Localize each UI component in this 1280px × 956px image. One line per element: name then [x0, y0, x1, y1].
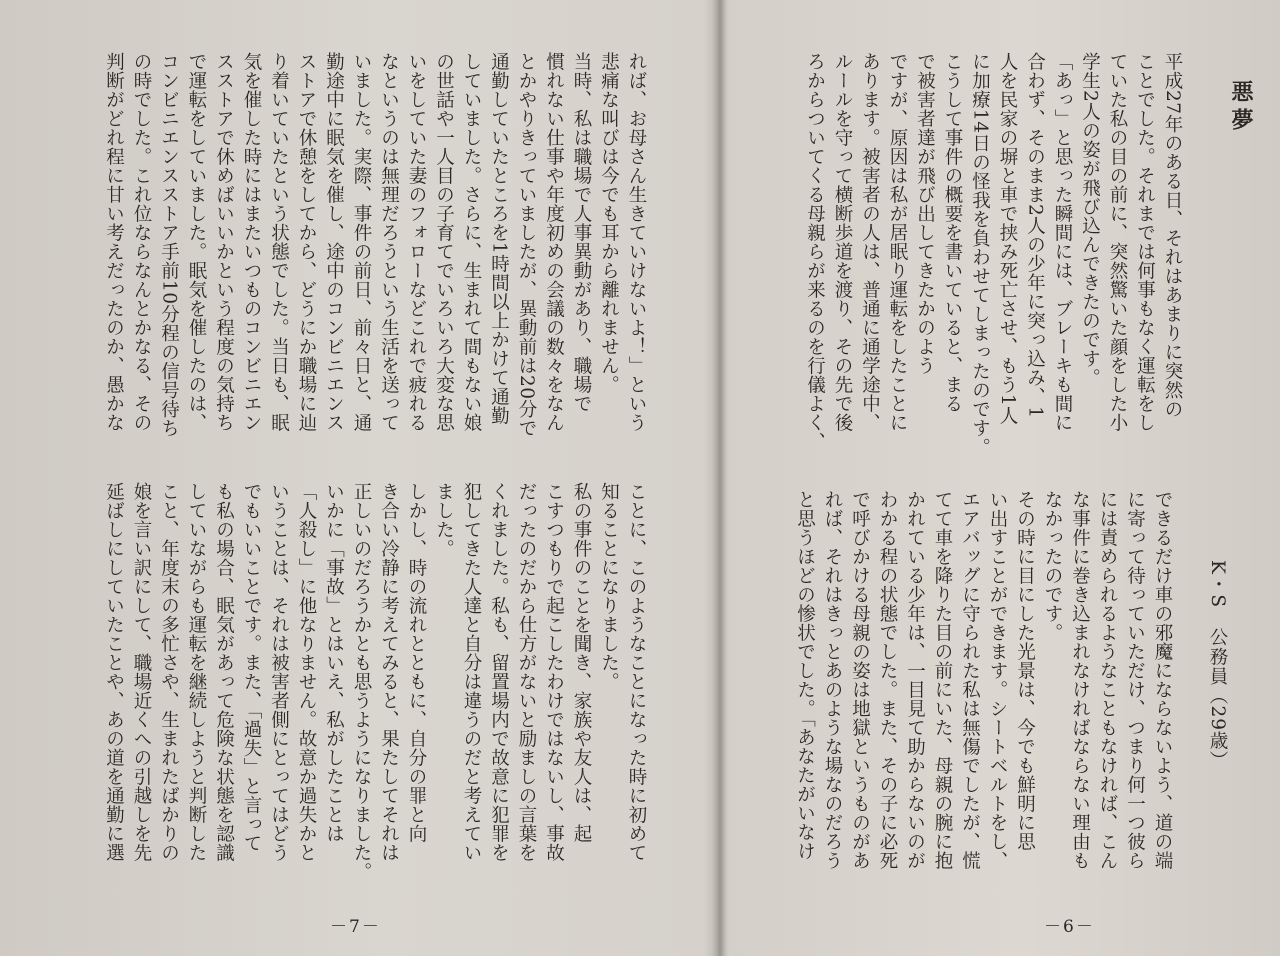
left-bottom-text-line: こと、年度末の多忙さや、生まれたばかりの — [158, 482, 180, 862]
left-top-text-line: り着いていたという状態でした。当日も、眠 — [268, 52, 290, 432]
left-bottom-text-line: 延ばしにしていたことや、あの道を通勤に選 — [103, 482, 125, 862]
page-6 — [726, 0, 1280, 956]
left-top-text-line: いました。実際、事件の前日、前々日と、通 — [351, 52, 372, 432]
left-top-text-line: で運転をしていました。眠気を催したのは、 — [186, 52, 207, 432]
right-bottom-text-line: な事件に巻き込まれなければならない理由も — [1069, 490, 1091, 870]
right-bottom-text-line: い出すことができます。シートベルトをし、 — [987, 490, 1008, 870]
right-top-text-line: 人を民家の塀と車で挟み死亡させ、もう1人 — [997, 52, 1018, 426]
right-top-text-line: ルールを守って横断歩道を渡り、その先で後 — [832, 52, 853, 432]
left-bottom-text-line: しかし、時の流れとともに、自分の罪と向 — [406, 482, 427, 843]
left-page-top-text — [70, 52, 650, 452]
right-top-text-line: ろからついてくる母親らが来るのを行儀よく、 — [804, 52, 826, 451]
right-top-text-line: に加療14日の怪我を負わせてしまったのです。 — [969, 52, 991, 457]
right-top-text-line: 合わず、そのまま2人の少年に突っ込み、1 — [1024, 52, 1046, 419]
left-page-bottom-text — [70, 482, 650, 902]
right-bottom-text-line: れば、それはきっとあのような場なのだろう — [822, 490, 843, 870]
right-bottom-text-line: てて車を降りた目の前にいた、母親の腕に抱 — [932, 490, 953, 870]
left-bottom-text-line: 知ることになりました。 — [598, 482, 620, 691]
right-bottom-text-line: には責められるようなこともなければ、こん — [1097, 490, 1118, 870]
left-top-text-line: 慣れない仕事や年度初めの会議の数々をなん — [543, 52, 565, 432]
right-bottom-text-line: に寄って待っていただけ、つまり何一つ彼ら — [1124, 490, 1146, 870]
right-bottom-text-line: できるだけ車の邪魔にならないよう、道の端 — [1152, 490, 1173, 870]
page-number-6: －6－ — [1044, 917, 1095, 937]
left-top-text-line: していました。さらに、生まれて間もない娘 — [461, 52, 482, 432]
left-top-text-line: ストアで休憩をしてから、どうにか職場に辿 — [296, 52, 317, 432]
right-page-top-text — [776, 52, 1186, 472]
left-top-text-line: 通勤していたところを1時間以上かけて通勤 — [488, 52, 510, 426]
right-bottom-text-line: なかったのです。 — [1042, 490, 1063, 642]
left-top-text-line: れば、お母さん生きていけないよ！」という — [626, 52, 647, 432]
right-bottom-text-line: エアバッグに守られた私は無傷でしたが、慌 — [959, 490, 981, 870]
left-bottom-text-line: こすつもりで起こしたわけではないし、事故 — [543, 482, 565, 862]
right-top-text-line: こうして事件の概要を書いていると、まる — [942, 52, 963, 413]
right-top-text-line: ことでした。それまでは何事もなく運転をし — [1134, 52, 1156, 432]
left-top-text-line: スストアで休めばいいかという程度の気持ち — [213, 52, 235, 432]
right-top-text-line: 学生2人の姿が飛び込んできたのです。 — [1079, 52, 1101, 388]
left-top-text-line: の時でした。これ位ならなんとかなる、その — [131, 52, 152, 432]
left-bottom-text-line: 「人殺し」に他なりません。故意か過失かと — [296, 482, 317, 862]
left-bottom-text-line: いかに「事故」とはいえ、私がしたことは — [323, 482, 345, 843]
left-top-text-line: 当時、私は職場で人事異動があり、職場で — [571, 52, 592, 413]
left-bottom-text-line: 娘を言い訳にして、職場近くへの引越しを先 — [131, 482, 152, 862]
left-bottom-text-line: でもいいことです。また、「過失」と言って — [241, 482, 262, 853]
left-bottom-text-line: していながらも運転を継続しようと判断した — [186, 482, 207, 862]
left-bottom-text-line: くれました。私も、留置場内で故意に犯罪を — [488, 482, 510, 862]
left-bottom-text-line: 私の事件のことを聞き、家族や友人は、起 — [571, 482, 592, 843]
right-top-text-line: あります。被害者の人は、普通に通学途中、 — [859, 52, 881, 432]
right-page-bottom-text — [776, 490, 1176, 900]
left-bottom-text-line: ことに、このようなことになった時に初めて — [626, 482, 647, 862]
right-bottom-text-line: かれている少年は、一目見て助からないのが — [904, 490, 926, 870]
left-top-text-line: とかやりきっていましたが、異動前は20分で — [516, 52, 537, 438]
left-top-text-line: コンビニエンスストア手前10分程の信号待ち — [158, 52, 180, 438]
left-top-text-line: 気を催した時にはまたいつものコンビニエン — [241, 52, 262, 432]
page-number-7: －7－ — [330, 917, 381, 937]
left-bottom-text-line: 犯してきた人達と自分は違うのだと考えてい — [461, 482, 482, 862]
left-bottom-text-line: 正しいのだろうかとも思うようになりました。 — [351, 482, 372, 881]
left-bottom-text-line: も私の場合、眠気があって危険な状態を認識 — [213, 482, 235, 862]
left-top-text-line: 判断がどれ程に甘い考えだったのか、愚かな — [103, 52, 125, 432]
left-bottom-text-line: き合い冷静に考えてみると、果たしてそれは — [378, 482, 400, 862]
left-bottom-text-line: だったのだから仕方がないと励ましの言葉を — [516, 482, 537, 862]
left-top-text-line: 勤途中に眠気を催し、途中のコンビニエンス — [323, 52, 345, 432]
right-bottom-text-line: その時に目にした光景は、今でも鮮明に思 — [1014, 490, 1036, 851]
right-top-text-line: ですが、原因は私が居眠り運転をしたことに — [887, 52, 908, 432]
right-top-text-line: ていた私の目の前に、突然驚いた顔をした小 — [1107, 52, 1128, 432]
right-top-text-line: で被害者達が飛び出してきたかのよう — [914, 52, 936, 375]
book-gutter — [712, 0, 726, 956]
left-top-text-line: なというのは無理だろうという生活を送って — [378, 52, 400, 432]
right-bottom-text-line: わかる程の状態でした。また、その子に必死 — [877, 490, 898, 870]
right-bottom-text-line: と思うほどの惨状でした。「あなたがいなけ — [794, 490, 816, 861]
left-top-text-line: の世話や一人目の子育てでいろいろ大変な思 — [433, 52, 455, 432]
essay-title: 悪夢 — [1228, 80, 1254, 136]
left-top-text-line: 悲痛な叫びは今でも耳から離れません。 — [598, 52, 620, 394]
right-top-text-line: 「あっ」と思った瞬間には、ブレーキも間に — [1052, 52, 1073, 432]
right-top-text-line: 平成27年のある日、それはあまりに突然の — [1162, 52, 1183, 419]
left-bottom-text-line: ました。 — [433, 482, 455, 558]
author-byline: K・S 公務員（29歳） — [1207, 560, 1228, 771]
left-bottom-text-line: いうことは、それは被害者側にとってはどう — [268, 482, 290, 862]
right-bottom-text-line: で呼びかける母親の姿は地獄というものがあ — [849, 490, 871, 870]
left-top-text-line: いをしていた妻のフォローなどこれで疲れる — [406, 52, 427, 432]
